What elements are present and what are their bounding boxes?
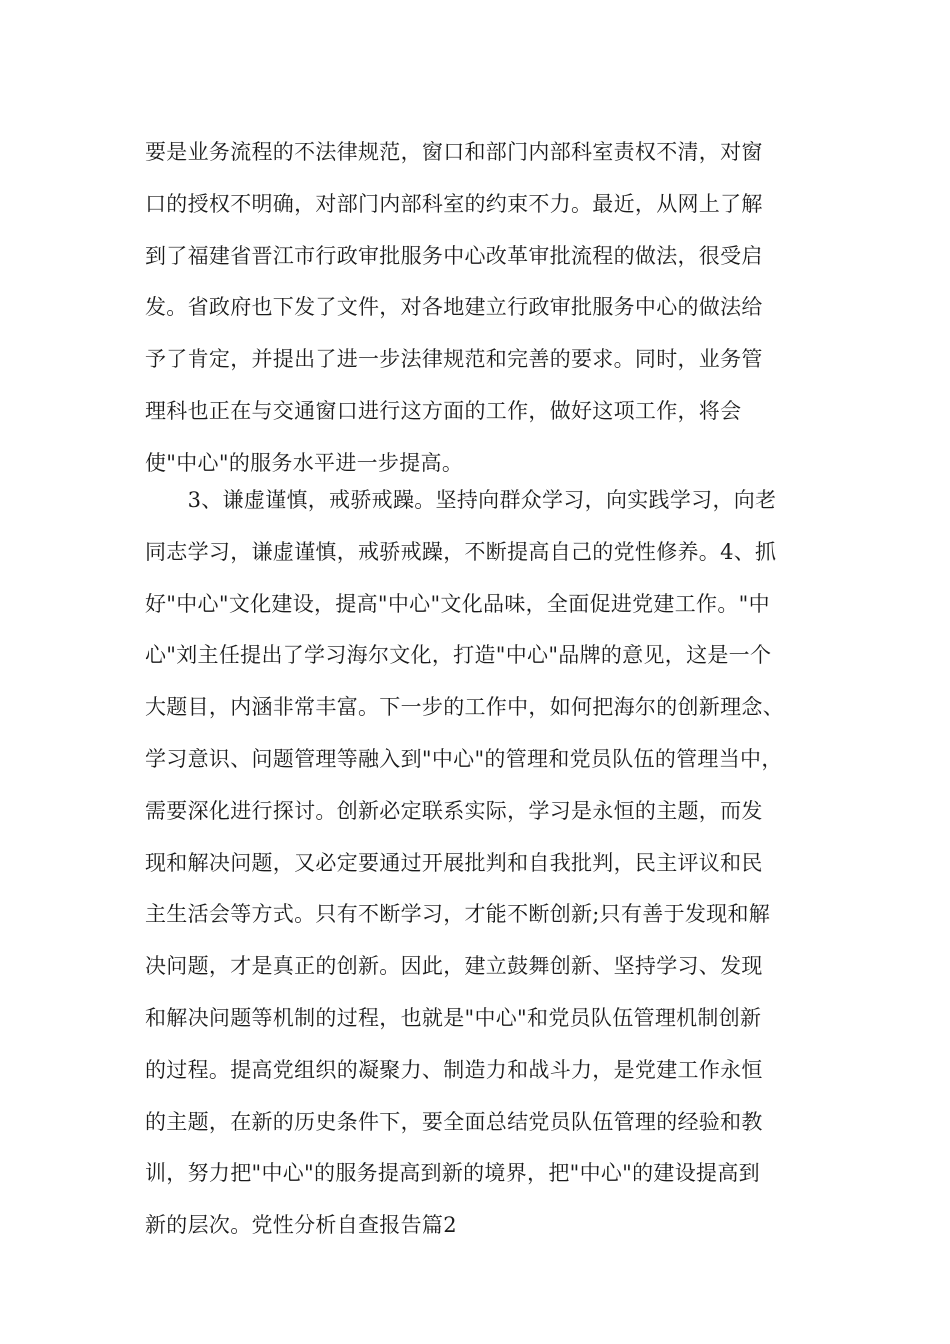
text-line: 的过程。提高党组织的凝聚力、制造力和战斗力，是党建工作永恒 xyxy=(145,1057,763,1082)
text-line: 要是业务流程的不法律规范，窗口和部门内部科室责权不清，对窗 xyxy=(145,140,763,164)
text-line: 现和解决问题，又必定要通过开展批判和自我批判，民主评议和民 xyxy=(145,850,763,875)
text-line: 发。省政府也下发了文件，对各地建立行政审批服务中心的做法给 xyxy=(145,295,763,320)
text-line: 理科也正在与交通窗口进行这方面的工作，做好这项工作，将会 xyxy=(145,398,742,423)
text-line: 主生活会等方式。只有不断学习，才能不断创新;只有善于发现和解 xyxy=(145,902,771,927)
text-line: 需要深化进行探讨。创新必定联系实际，学习是永恒的主题，而发 xyxy=(145,798,763,823)
text-line: 同志学习，谦虚谨慎，戒骄戒躁，不断提高自己的党性修养。4、抓 xyxy=(145,539,777,564)
text-line: 新的层次。党性分析自查报告篇2 xyxy=(145,1213,457,1238)
paragraph-1 xyxy=(145,127,835,490)
text-line: 学习意识、问题管理等融入到"中心"的管理和党员队伍的管理当中， xyxy=(145,746,783,771)
text-line: 好"中心"文化建设，提高"中心"文化品味，全面促进党建工作。"中 xyxy=(145,591,770,616)
text-line: 的主题，在新的历史条件下，要全面总结党员队伍管理的经验和教 xyxy=(145,1109,763,1134)
text-line: 到了福建省晋江市行政审批服务中心改革审批流程的做法，很受启 xyxy=(145,243,763,268)
text-line: 大题目，内涵非常丰富。下一步的工作中，如何把海尔的创新理念、 xyxy=(145,695,784,720)
text-line: 心"刘主任提出了学习海尔文化，打造"中心"品牌的意见，这是一个 xyxy=(145,643,772,668)
text-line: 口的授权不明确，对部门内部科室的约束不力。最近，从网上了解 xyxy=(145,191,763,216)
text-line: 决问题，才是真正的创新。因此，建立鼓舞创新、坚持学习、发现 xyxy=(145,954,763,979)
paragraph-2 xyxy=(145,475,835,1252)
text-line: 和解决问题等机制的过程，也就是"中心"和党员队伍管理机制创新 xyxy=(145,1005,762,1030)
text-line: 3、谦虚谨慎，戒骄戒躁。坚持向群众学习，向实践学习，向老 xyxy=(145,488,777,512)
text-line: 使"中心"的服务水平进一步提高。 xyxy=(145,450,464,475)
text-line: 训，努力把"中心"的服务提高到新的境界，把"中心"的建设提高到 xyxy=(145,1161,760,1186)
text-line: 予了肯定，并提出了进一步法律规范和完善的要求。同时，业务管 xyxy=(145,347,763,372)
